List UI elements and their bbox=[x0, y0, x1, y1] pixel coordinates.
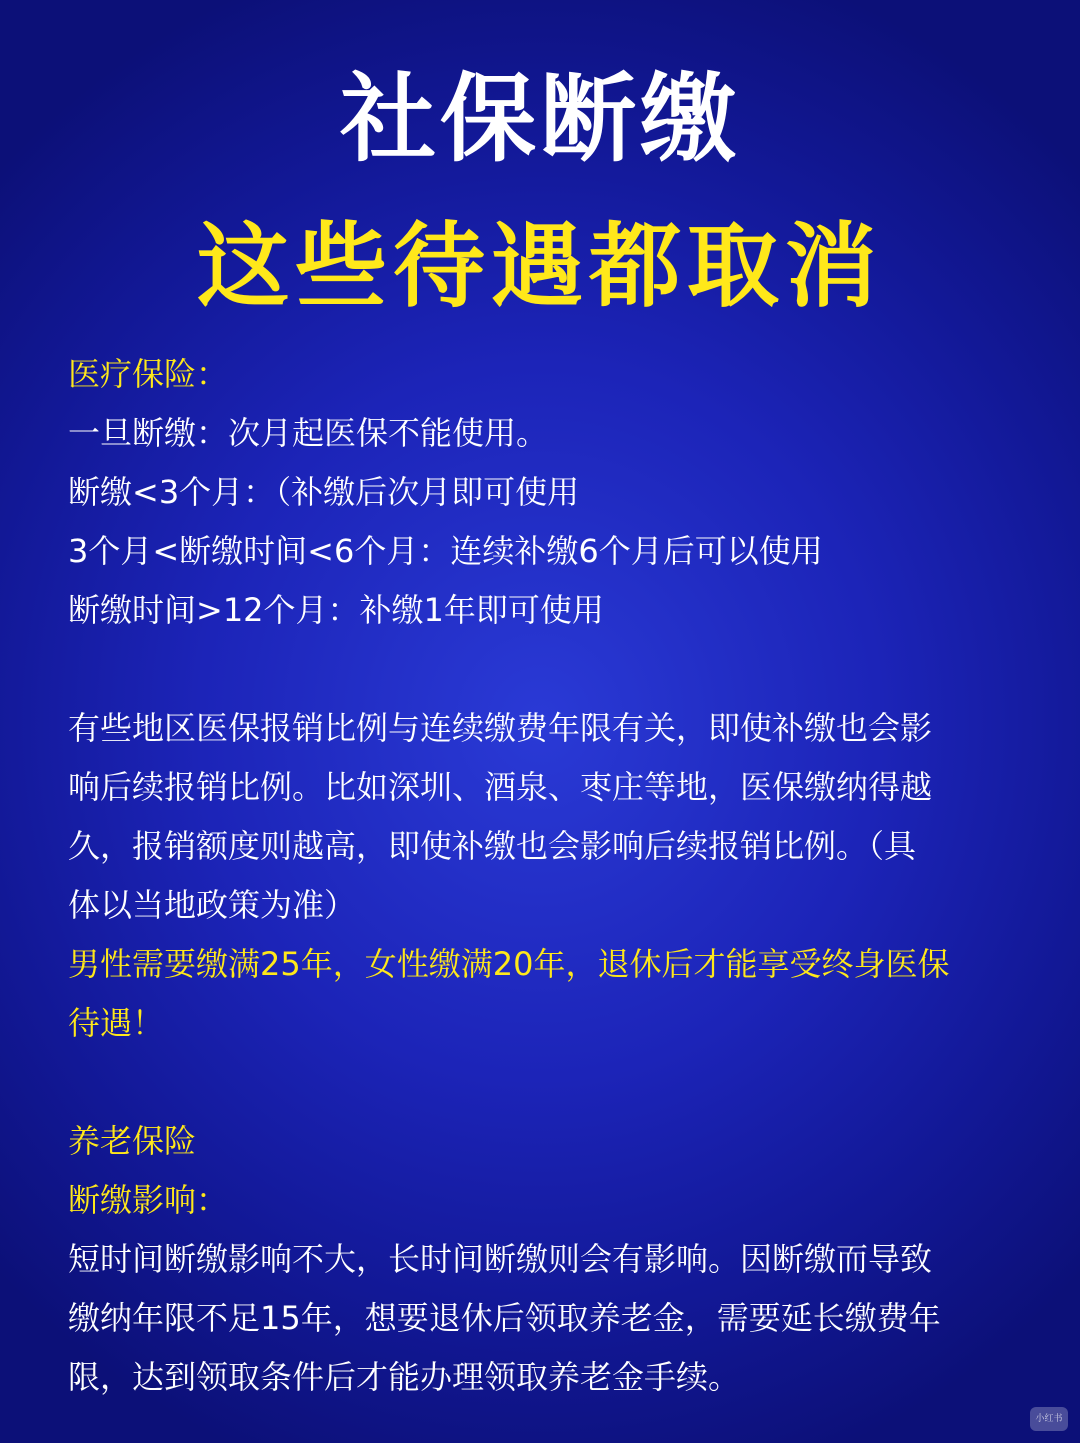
medical-paragraph-line: 体以当地政策为准） bbox=[68, 886, 357, 924]
pension-paragraph-line: 限，达到领取条件后才能办理领取养老金手续。 bbox=[68, 1358, 741, 1396]
medical-paragraph-line: 有些地区医保报销比例与连续缴费年限有关，即使补缴也会影 bbox=[68, 709, 933, 747]
medical-highlight-line: 待遇！ bbox=[68, 1004, 165, 1042]
medical-line: 断缴<3个月：（补缴后次月即可使用 bbox=[68, 473, 580, 511]
medical-line: 3个月<断缴时间<6个月：连续补缴6个月后可以使用 bbox=[68, 532, 823, 570]
pension-heading: 养老保险 bbox=[68, 1122, 197, 1160]
pension-paragraph-line: 缴纳年限不足15年，想要退休后领取养老金，需要延长缴费年 bbox=[68, 1299, 941, 1337]
medical-paragraph-line: 久，报销额度则越高，即使补缴也会影响后续报销比例。（具 bbox=[68, 827, 917, 865]
watermark-logo: 小红书 bbox=[1030, 1407, 1068, 1431]
medical-paragraph-line: 响后续报销比例。比如深圳、酒泉、枣庄等地，医保缴纳得越 bbox=[68, 768, 933, 806]
pension-subheading: 断缴影响： bbox=[68, 1181, 229, 1219]
pension-paragraph-line: 短时间断缴影响不大，长时间断缴则会有影响。因断缴而导致 bbox=[68, 1240, 933, 1278]
medical-heading: 医疗保险： bbox=[68, 355, 229, 393]
medical-line: 一旦断缴：次月起医保不能使用。 bbox=[68, 414, 549, 452]
page-title: 社保断缴 bbox=[340, 63, 740, 175]
page-subtitle: 这些待遇都取消 bbox=[196, 213, 883, 320]
medical-line: 断缴时间>12个月：补缴1年即可使用 bbox=[68, 591, 604, 629]
medical-highlight-line: 男性需要缴满25年，女性缴满20年，退休后才能享受终身医保 bbox=[68, 945, 950, 983]
